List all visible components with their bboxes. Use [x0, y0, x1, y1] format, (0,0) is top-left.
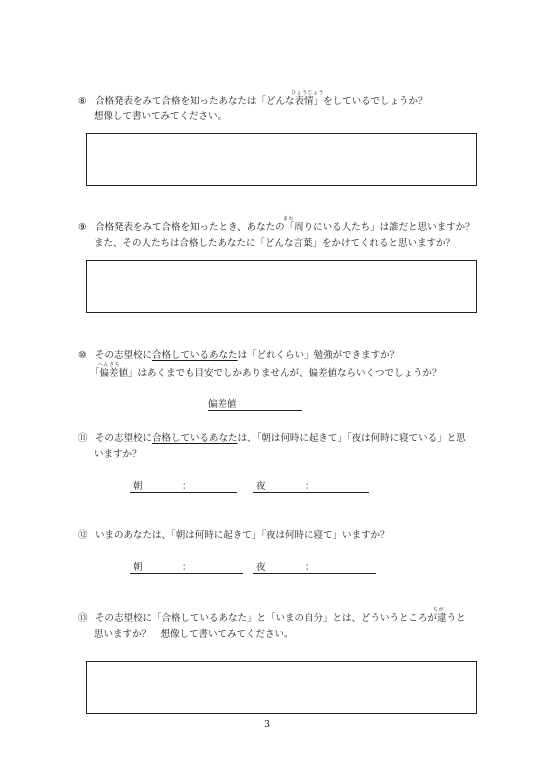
q10-text-c: は「どれくらい」勉強ができますか？	[237, 350, 400, 361]
q12-night-field[interactable]	[253, 573, 376, 574]
q11-morning-field[interactable]	[130, 492, 237, 493]
q11-night-field[interactable]	[253, 492, 369, 493]
q11-text-b: 合格しているあなた	[152, 433, 238, 444]
q10-text-a: その志望校に	[95, 350, 153, 361]
q10-text-2a: 「	[90, 368, 100, 379]
q8-number: ⑧	[78, 96, 87, 107]
q10-text-2c: 」はあくまでも目安でしかありませんが、偏差値ならいくつでしょうか？	[128, 368, 442, 379]
q12-text: いまのあなたは、「朝は何時に起きて」「夜は何時に寝て」いますか？	[95, 530, 390, 541]
q12-number: ⑫	[78, 530, 88, 541]
q11-morning-label: 朝	[133, 481, 143, 492]
q9-text-c: りにいる人たち」は誰だと思いますか？	[303, 222, 475, 233]
q10-number: ⑩	[78, 350, 87, 361]
q10-line1	[78, 350, 399, 361]
q8-text-c: 」をしているでしょうか？	[313, 96, 428, 107]
q11-morning-colon: ：	[182, 481, 192, 492]
q12-night-colon: ：	[305, 562, 315, 573]
q8-text-b: 表情	[294, 96, 314, 107]
q9-answer-box[interactable]	[86, 260, 477, 313]
q13-text-b: 違	[437, 613, 447, 624]
q10-line2	[90, 368, 442, 379]
ruby-hensachi: へんさち	[98, 362, 121, 368]
q13-number: ⑬	[78, 613, 88, 624]
q13-line2: 思いますか？ 想像して書いてみてください。	[94, 629, 294, 640]
ruby-chiga: ちが	[433, 607, 445, 613]
q11-text-a: その志望校に	[95, 433, 153, 444]
q11-night-label: 夜	[256, 481, 266, 492]
q9-text-a: 合格発表をみて合格を知ったとき、あなたの「	[95, 222, 295, 233]
ruby-mawari: まわ	[283, 216, 295, 222]
hensachi-field[interactable]	[208, 410, 302, 411]
q8-text-a: 合格発表をみて合格を知ったあなたは「どんな	[95, 96, 295, 107]
page-number: 3	[264, 719, 271, 730]
q11-night-colon: ：	[305, 481, 315, 492]
q11-number: ⑪	[78, 433, 88, 444]
q9-text-b: 周	[294, 222, 304, 233]
q12-morning-colon: ：	[182, 562, 192, 573]
q13-text-c: うと	[446, 613, 466, 624]
q11-text-c: は、「朝は何時に起きて」「夜は何時に寝ている」と思	[237, 433, 466, 444]
q8-answer-box[interactable]	[86, 133, 477, 186]
q13-text-a: その志望校に「合格しているあなた」と「いまの自分」とは、どういうところが	[95, 613, 438, 624]
q12-night-label: 夜	[256, 562, 266, 573]
q8-line2: 想像して書いてみてください。	[94, 111, 228, 122]
q10-text-2b: 偏差値	[99, 368, 129, 379]
q8-line1	[78, 96, 427, 107]
q13-answer-box[interactable]	[86, 661, 477, 714]
q11-line1	[78, 433, 466, 444]
q12-morning-label: 朝	[133, 562, 143, 573]
q11-line2: いますか？	[94, 449, 142, 460]
q9-line1	[78, 222, 475, 233]
q13-line1	[78, 613, 466, 624]
ruby-hyojo: ひょうじょう	[291, 90, 325, 96]
q10-text-b: 合格しているあなた	[152, 350, 238, 361]
q9-number: ⑨	[78, 222, 87, 233]
hensachi-label: 偏差値	[208, 399, 237, 410]
q12-line1	[78, 530, 390, 541]
q12-morning-field[interactable]	[130, 573, 243, 574]
q9-line2: また、その人たちは合格したあなたに「どんな言葉」をかけてくれると思いますか？	[94, 238, 456, 249]
